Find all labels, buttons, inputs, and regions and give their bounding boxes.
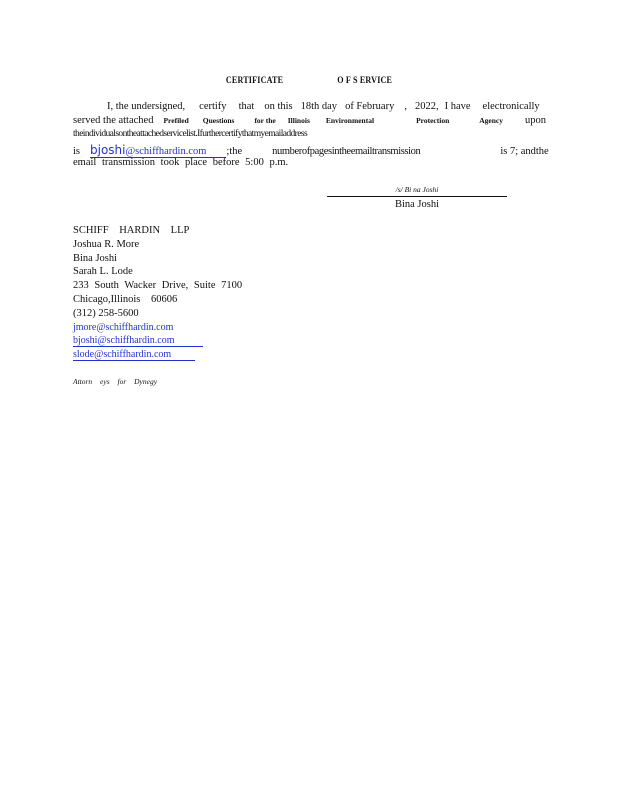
text: is [73,146,81,157]
text: Questions [202,116,235,125]
text: electronically [482,101,540,112]
email-text: bjoshi@schiffhardin.com [73,335,175,347]
text: is 7; andthe [500,146,549,157]
document-title [31,75,587,85]
firm-line: Bina Joshi [73,252,118,264]
text: ;the [226,146,243,157]
text: that [238,101,255,112]
text: 2022, [414,101,439,112]
paragraph-line-4 [73,143,549,157]
firm-name: SCHIFF HARDIN LLP [73,225,190,236]
signature-line: /s/ Bi na Joshi [327,185,507,197]
firm-block [73,224,242,362]
email-text: slode@schiffhardin.com [73,349,172,361]
signer-name: Bina Joshi [394,199,440,210]
paragraph-line-2 [73,115,546,126]
email-link[interactable]: jmore@schiffhardin.com [73,321,174,333]
firm-line: (312) 258-5600 [73,307,139,319]
firm-line: Joshua R. More [73,238,140,250]
email-part: bjoshi [90,143,126,157]
firm-line: 233 South Wacker Drive, Suite 7100 [73,280,243,292]
text: Environmental [325,116,375,125]
attorneys-for: Attorn eys for Dynegy [73,377,158,386]
firm-line: Chicago,Illinois 60606 [73,293,178,305]
title-part-2: O F S ERVICE [337,75,393,85]
text: Agency [479,116,503,125]
text: certify [199,101,227,112]
text: 18th day [300,101,338,112]
text: served the attached [73,115,154,126]
text: , [404,101,407,112]
text: I, the undersigned, [107,101,186,112]
text: numberofpagesintheemailtransmission [272,146,421,157]
text: Protection [416,116,450,125]
paragraph-line-1 [73,101,541,112]
paragraph-line-5: email transmission took place before 5:00 p.m. [73,157,289,168]
text: I have [444,101,471,112]
email-part: @schiffhardin.com [125,146,207,157]
text: Prefiled [163,116,189,125]
firm-line: Sarah L. Lode [73,266,133,278]
email-link[interactable] [73,335,203,347]
title-part-1: CERTIFICATE [225,75,284,85]
text: on this [264,101,293,112]
text: Illinois [287,116,310,125]
paragraph-line-3: theindividualsontheattachedservicelist.Ifurthercertifythatmyemailaddress [73,129,308,139]
text: upon [525,115,546,126]
text: of February [345,101,395,112]
text: for the [254,116,276,125]
email-link[interactable] [73,349,195,361]
